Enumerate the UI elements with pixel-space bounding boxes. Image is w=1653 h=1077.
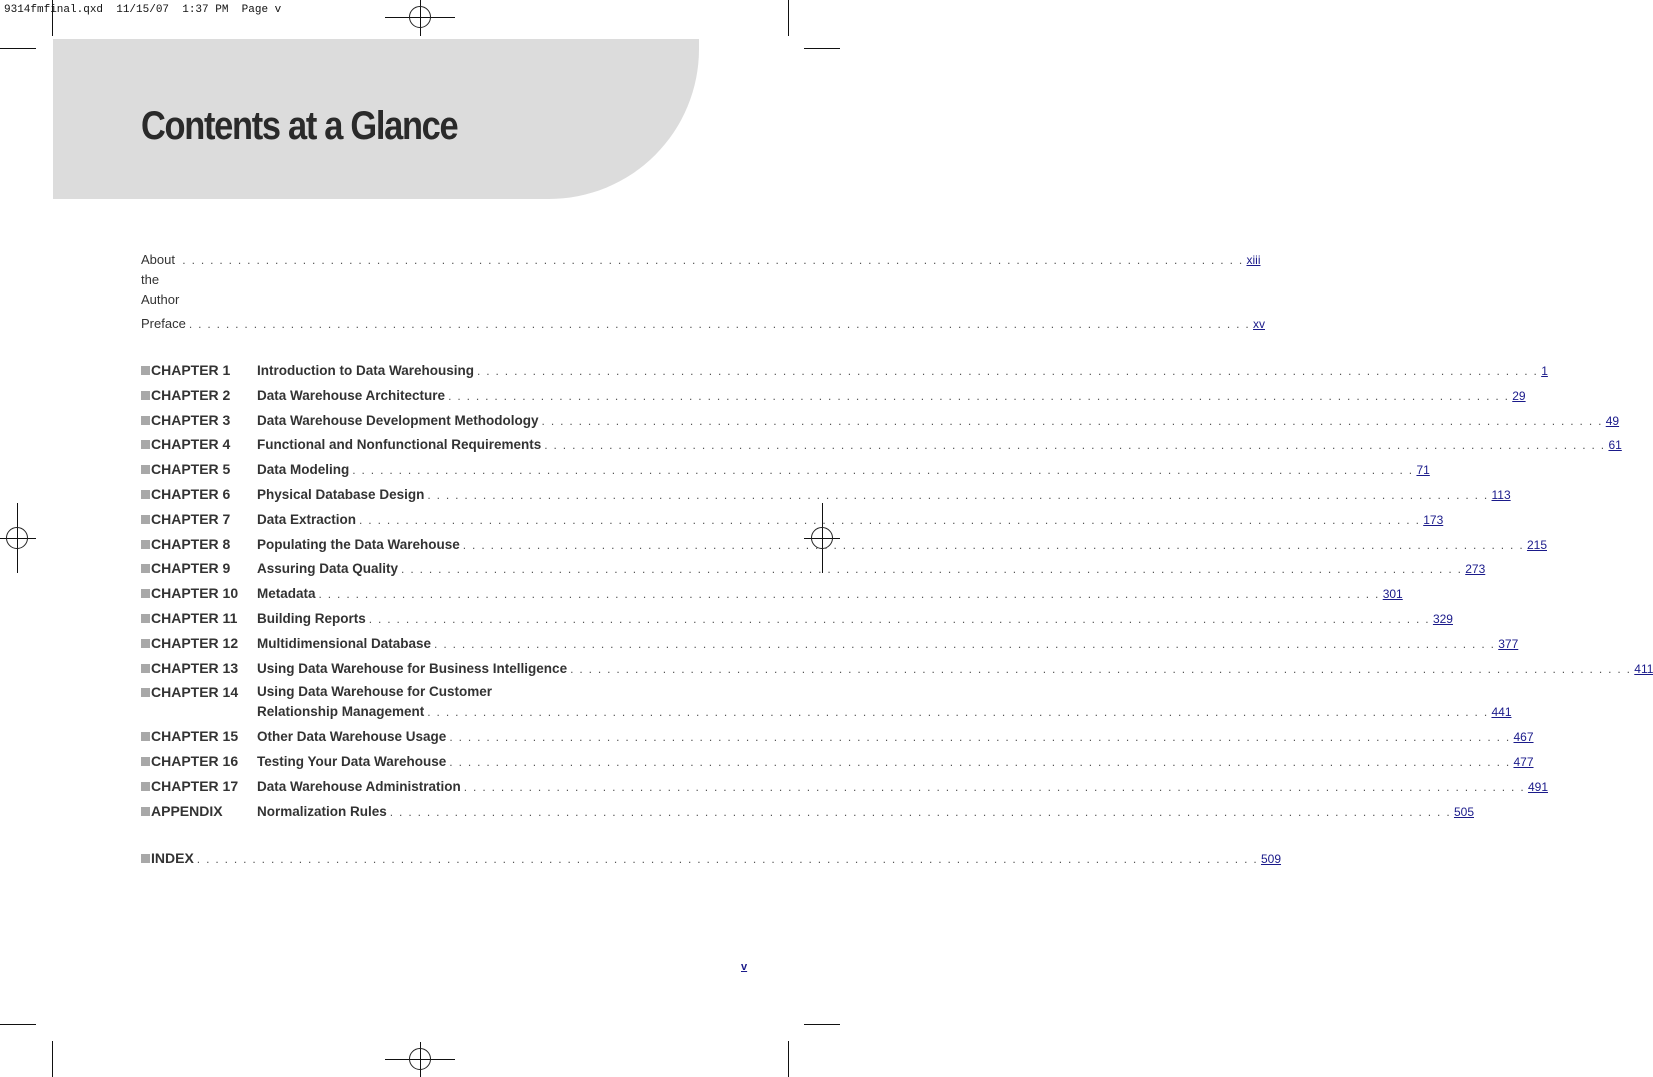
chapter-title: Introduction to Data Warehousing — [257, 363, 474, 378]
page-link[interactable]: 329 — [1432, 611, 1453, 626]
chapter-label: CHAPTER 1 — [141, 360, 257, 380]
chapter-label: APPENDIX — [141, 801, 257, 821]
chapter-label: CHAPTER 12 — [141, 633, 257, 653]
toc-entry-preface[interactable] — [141, 314, 1265, 334]
toc-entry-chapter-17[interactable] — [141, 776, 1548, 801]
chapter-title: Other Data Warehouse Usage — [257, 729, 447, 745]
bullet-square-icon — [141, 639, 150, 648]
chapter-title: Data Warehouse Administration — [257, 778, 461, 794]
page-link[interactable]: 467 — [1513, 730, 1534, 745]
chapter-label: CHAPTER 6 — [141, 484, 257, 504]
chapter-title: Populating the Data Warehouse — [257, 536, 460, 552]
bullet-square-icon — [141, 440, 150, 449]
index-label: INDEX — [141, 848, 194, 868]
chapter-title-block — [257, 682, 1512, 726]
dot-leader — [427, 485, 1488, 505]
toc-entry-index[interactable] — [141, 848, 1282, 873]
chapter-label: CHAPTER 8 — [141, 534, 257, 554]
toc-entry-chapter-12[interactable] — [141, 633, 1519, 658]
dot-leader — [570, 659, 1631, 679]
page-link[interactable]: 49 — [1605, 413, 1620, 428]
chapter-title: Normalization Rules — [257, 803, 387, 819]
chapter-title: Functional and Nonfunctional Requirements — [257, 437, 542, 453]
crop-mark — [788, 1041, 789, 1077]
chapter-label: CHAPTER 15 — [141, 726, 257, 746]
bullet-square-icon — [141, 757, 150, 766]
toc-entry-chapter-7[interactable] — [141, 509, 1444, 534]
bullet-square-icon — [141, 664, 150, 673]
page-link[interactable]: xv — [1253, 317, 1265, 331]
bullet-square-icon — [141, 391, 150, 400]
crop-mark — [788, 0, 789, 36]
dot-leader — [352, 460, 1413, 480]
dot-leader — [542, 411, 1603, 431]
crop-mark — [0, 48, 36, 49]
dot-leader — [449, 752, 1510, 772]
chapter-title: Metadata — [257, 586, 316, 602]
chapter-title: Physical Database Design — [257, 486, 425, 502]
page-link[interactable]: 301 — [1382, 587, 1403, 602]
toc-entry-chapter-4[interactable] — [141, 434, 1622, 459]
chapter-title-line2: Relationship Management — [257, 704, 425, 720]
page-link[interactable]: xiii — [1246, 253, 1261, 267]
bullet-square-icon — [141, 854, 150, 863]
chapter-label: CHAPTER 9 — [141, 558, 257, 578]
chapter-label: CHAPTER 2 — [141, 385, 257, 405]
page-link[interactable]: 441 — [1491, 705, 1512, 720]
page-title: Contents at a Glance — [141, 104, 458, 148]
registration-mark-icon — [409, 1048, 431, 1070]
crop-mark — [804, 1024, 840, 1025]
bullet-square-icon — [141, 564, 150, 573]
chapter-label: CHAPTER 13 — [141, 658, 257, 678]
chapter-label: CHAPTER 17 — [141, 776, 257, 796]
toc-entry-chapter-6[interactable] — [141, 484, 1511, 509]
page-link[interactable]: 491 — [1527, 779, 1548, 794]
registration-mark-icon — [409, 6, 431, 28]
crop-mark — [0, 1024, 36, 1025]
bullet-square-icon — [141, 688, 150, 697]
toc-entry-about-author[interactable] — [141, 250, 1261, 310]
chapter-label: CHAPTER 16 — [141, 751, 257, 771]
chapter-label: CHAPTER 14 — [141, 682, 257, 702]
chapter-title: Testing Your Data Warehouse — [257, 754, 447, 770]
toc-entry-chapter-5[interactable] — [141, 459, 1430, 484]
crop-mark — [52, 1041, 53, 1077]
chapter-title: Building Reports — [257, 610, 366, 626]
page-link[interactable]: 29 — [1512, 388, 1526, 403]
dot-leader — [448, 386, 1509, 406]
dot-leader — [319, 584, 1380, 604]
bullet-square-icon — [141, 807, 150, 816]
toc-entry-chapter-13[interactable] — [141, 658, 1653, 683]
bullet-square-icon — [141, 416, 150, 425]
chapter-label: CHAPTER 4 — [141, 434, 257, 454]
dot-leader — [197, 849, 1258, 869]
chapter-label: CHAPTER 10 — [141, 583, 257, 603]
page-link[interactable]: 173 — [1423, 512, 1444, 527]
page-link[interactable]: 509 — [1260, 851, 1282, 866]
chapter-title: Data Warehouse Development Methodology — [257, 412, 539, 428]
bullet-square-icon — [141, 782, 150, 791]
bullet-square-icon — [141, 515, 150, 524]
dot-leader — [390, 802, 1451, 822]
crop-mark — [804, 48, 840, 49]
chapter-title: Data Modeling — [257, 462, 350, 478]
chapter-title: Data Warehouse Architecture — [257, 387, 446, 403]
bullet-square-icon — [141, 366, 150, 375]
entry-title: Preface — [141, 316, 186, 331]
bullet-square-icon — [141, 614, 150, 623]
page-link[interactable]: 71 — [1416, 463, 1430, 478]
chapter-title: Multidimensional Database — [257, 635, 432, 651]
chapter-title: Assuring Data Quality — [257, 561, 399, 577]
toc-entry-appendix[interactable] — [141, 801, 1474, 826]
page-number: v — [741, 961, 748, 973]
toc-entry-chapter-3[interactable] — [141, 410, 1620, 435]
toc-entry-chapter-11[interactable] — [141, 608, 1453, 633]
print-slug: 9314fmfinal.qxd 11/15/07 1:37 PM Page v — [4, 4, 282, 16]
page-link[interactable]: 505 — [1453, 804, 1474, 819]
page-link[interactable]: 273 — [1465, 562, 1486, 577]
bullet-square-icon — [141, 490, 150, 499]
dot-leader — [359, 510, 1420, 530]
dot-leader — [544, 435, 1605, 455]
dot-leader — [427, 702, 1488, 722]
dot-leader — [463, 535, 1524, 555]
table-of-contents — [141, 250, 1653, 872]
page-link[interactable]: 215 — [1526, 537, 1547, 552]
toc-entry-chapter-16[interactable] — [141, 751, 1534, 776]
chapter-label: CHAPTER 5 — [141, 459, 257, 479]
toc-entry-chapter-8[interactable] — [141, 534, 1547, 559]
dot-leader — [449, 727, 1510, 747]
page-link[interactable]: 1 — [1541, 364, 1548, 378]
registration-mark-icon — [6, 527, 28, 549]
bullet-square-icon — [141, 540, 150, 549]
dot-leader — [477, 361, 1538, 381]
toc-entry-chapter-9[interactable] — [141, 558, 1486, 583]
page-link[interactable]: 377 — [1498, 636, 1519, 651]
page-link[interactable]: 113 — [1491, 487, 1511, 502]
toc-entry-chapter-10[interactable] — [141, 583, 1403, 608]
chapter-title-line1: Using Data Warehouse for Customer — [257, 684, 493, 700]
chapter-label: CHAPTER 11 — [141, 608, 257, 628]
dot-leader — [189, 314, 1250, 334]
toc-entry-chapter-15[interactable] — [141, 726, 1534, 751]
toc-entry-chapter-1[interactable] — [141, 360, 1548, 385]
chapter-label: CHAPTER 3 — [141, 410, 257, 430]
page-link[interactable]: 477 — [1513, 755, 1534, 770]
chapter-title: Data Extraction — [257, 511, 357, 527]
bullet-square-icon — [141, 732, 150, 741]
bullet-square-icon — [141, 465, 150, 474]
entry-title: About the Author — [141, 252, 180, 307]
dot-leader — [464, 777, 1525, 797]
page-link[interactable]: 61 — [1608, 438, 1622, 453]
chapter-title: Using Data Warehouse for Business Intelligence — [257, 660, 568, 676]
toc-entry-chapter-14[interactable] — [141, 682, 1512, 726]
dot-leader — [182, 250, 1243, 270]
page-link[interactable]: 411 — [1634, 661, 1653, 676]
chapter-label: CHAPTER 7 — [141, 509, 257, 529]
dot-leader — [369, 609, 1430, 629]
dot-leader — [434, 634, 1495, 654]
toc-entry-chapter-2[interactable] — [141, 385, 1526, 410]
bullet-square-icon — [141, 589, 150, 598]
dot-leader — [401, 559, 1462, 579]
